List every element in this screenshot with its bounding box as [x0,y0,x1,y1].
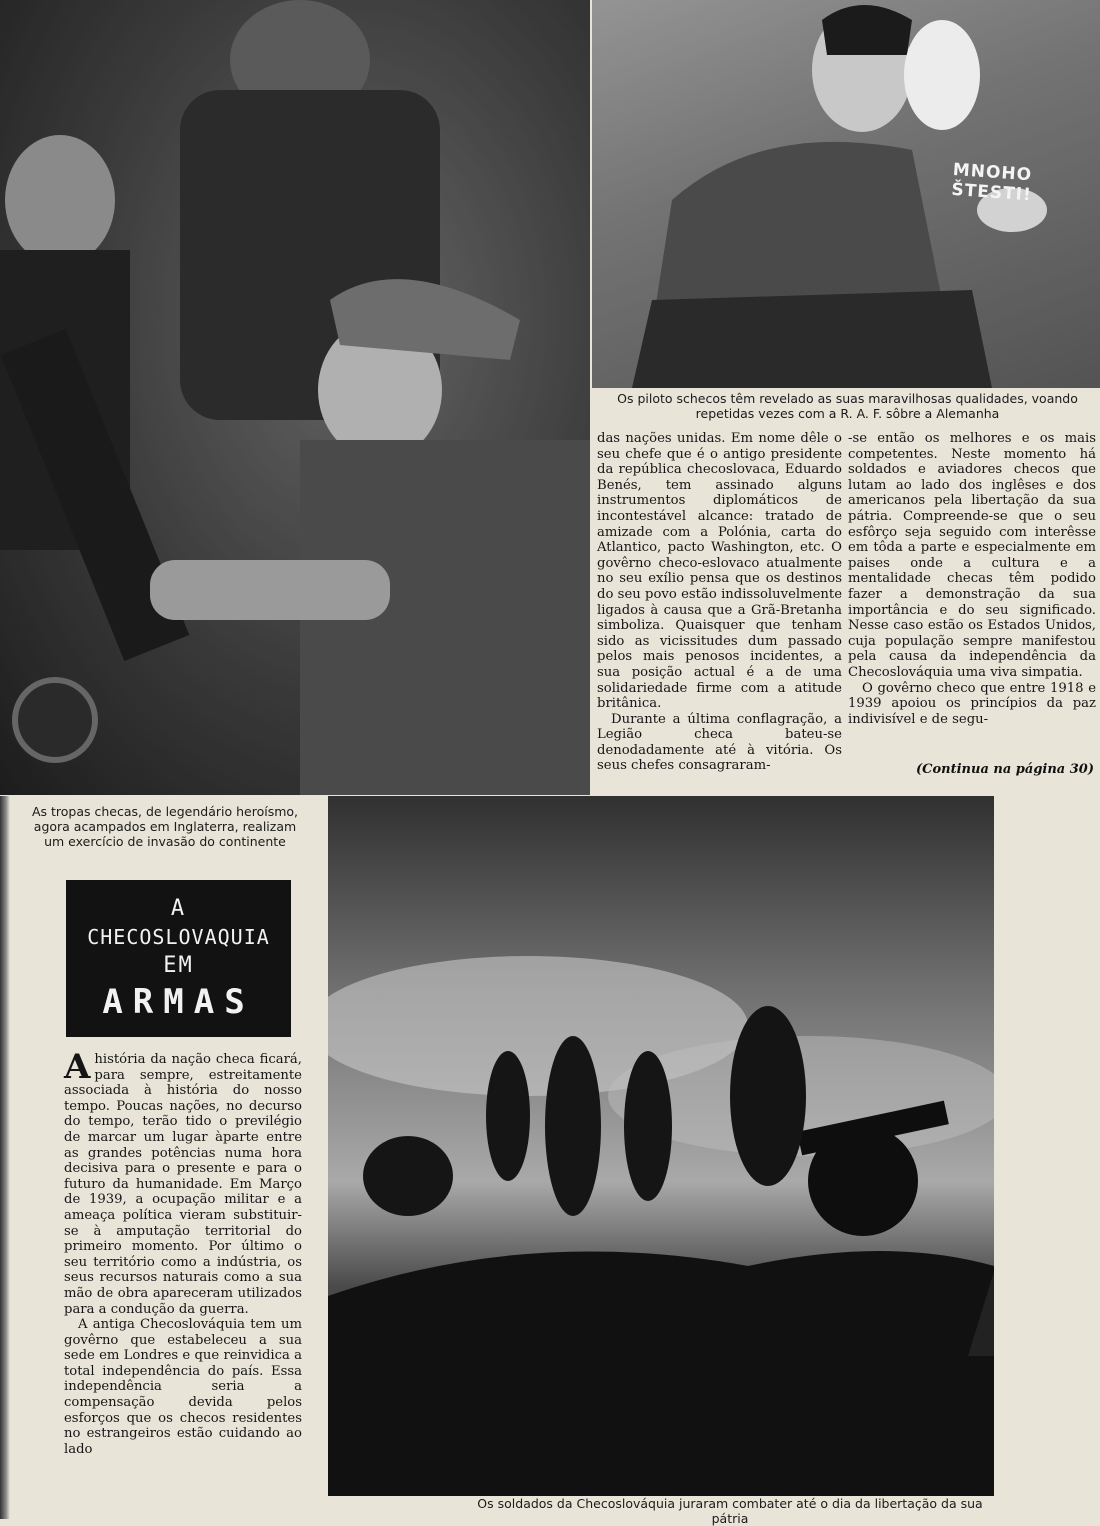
title-line-3: EM [163,953,194,978]
caption-artillery: Os soldados da Checoslováquia juraram combater até o dia da libertação da sua pátria [477,1496,983,1526]
article-column-right [848,431,1096,727]
article-paragraph: -se então os melhores e os mais competentes. Neste momento há soldados e aviadores checos que lutam ao lado dos inglêses e dos americanos pela libertação da sua pátria. Compreende-se que o seu esfôrço seja seguido com interêsse em tôda a parte e especialmente em paises onde a cultura e a mentalidade checas têm podido fazer a demonstração da sua importância e do seu significado. Nesse caso estão os Estados Unidos, cuja população sempre manifestou pela causa da independência da Checoslováquia uma viva simpatia. [848,431,1096,680]
article-paragraph: Ahistória da nação checa ficará, para sempre, estreitamente associada à história do nosso tempo. Poucas nações, no decurso do tempo, terão tido o previlégio de marcar um lugar àparte entre as grandes potências numa hora decisiva para o presente e para o futuro da humanidade. Em Março de 1939, a ocupação militar e a ameaça política vieram substituir-se à amputação territorial do primeiro momento. Por último o seu território como a indústria, os seus recursos naturais como a sua mão de obra apareceram utilizados para a condução da guerra. [64,1047,302,1317]
article-column-middle [597,431,842,774]
artillery-illustration [328,796,994,1496]
photo-pilot-aircraft [592,0,1100,388]
article-title-box [66,880,291,1037]
title-line-2: CHECOSLOVAQUIA [87,925,270,949]
aircraft-inscription: MNOHO ŠTESTI! [950,159,1033,206]
photo-mortar-crew [0,0,590,795]
caption-pilot: Os piloto schecos têm revelado as suas maravilhosas qualidades, voando repetidas vezes com a R. A. F. sôbre a Alemanha [617,391,1078,421]
page-edge-shadow [0,796,10,1519]
mortar-crew-illustration [0,0,590,795]
article-paragraph: O govêrno checo que entre 1918 e 1939 apoiou os princípios da paz indivisível e de segu- [848,680,1096,727]
continued-note: (Continua na página 30) [915,762,1094,777]
title-line-4: ARMAS [102,982,255,1022]
article-paragraph: das nações unidas. Em nome dêle o seu chefe que é o antigo presidente da república checoslovaca, Eduardo Benés, tem assinado alguns instrumentos diplomáticos de incontestável alcance: tratado de amizade com a Polónia, carta do Atlantico, pacto Washington, etc. O govêrno checo-eslovaco atualmente no seu exílio pensa que os destinos do seu povo estão indissoluvelmente ligados à causa que a Grã-Bretanha simboliza. Quaisquer que tenham sido as vicissitudes dum passado pelos mais penosos incidentes, a sua posição actual é a de uma solidariedade firme com a atitude britânica. [597,431,842,712]
photo-artillery-soldiers [328,796,994,1496]
article-column-left [64,1047,302,1457]
article-paragraph: Durante a última conflagração, a Legião checa bateu-se denodadamente até à vitória. Os seus chefes consagraram- [597,711,842,774]
caption-mortar: As tropas checas, de legendário heroísmo, agora acampados em Inglaterra, realizam um exercício de invasão do continente [31,804,299,849]
article-paragraph: A antiga Checoslováquia tem um govêrno que estabeleceu a sua sede em Londres e que reinvidica a total independência do país. Essa independência seria a compensação devida pelos esforços que os checos residentes no estrangeiros estão cuidando ao lado [64,1317,302,1457]
title-line-1: A [170,896,187,921]
